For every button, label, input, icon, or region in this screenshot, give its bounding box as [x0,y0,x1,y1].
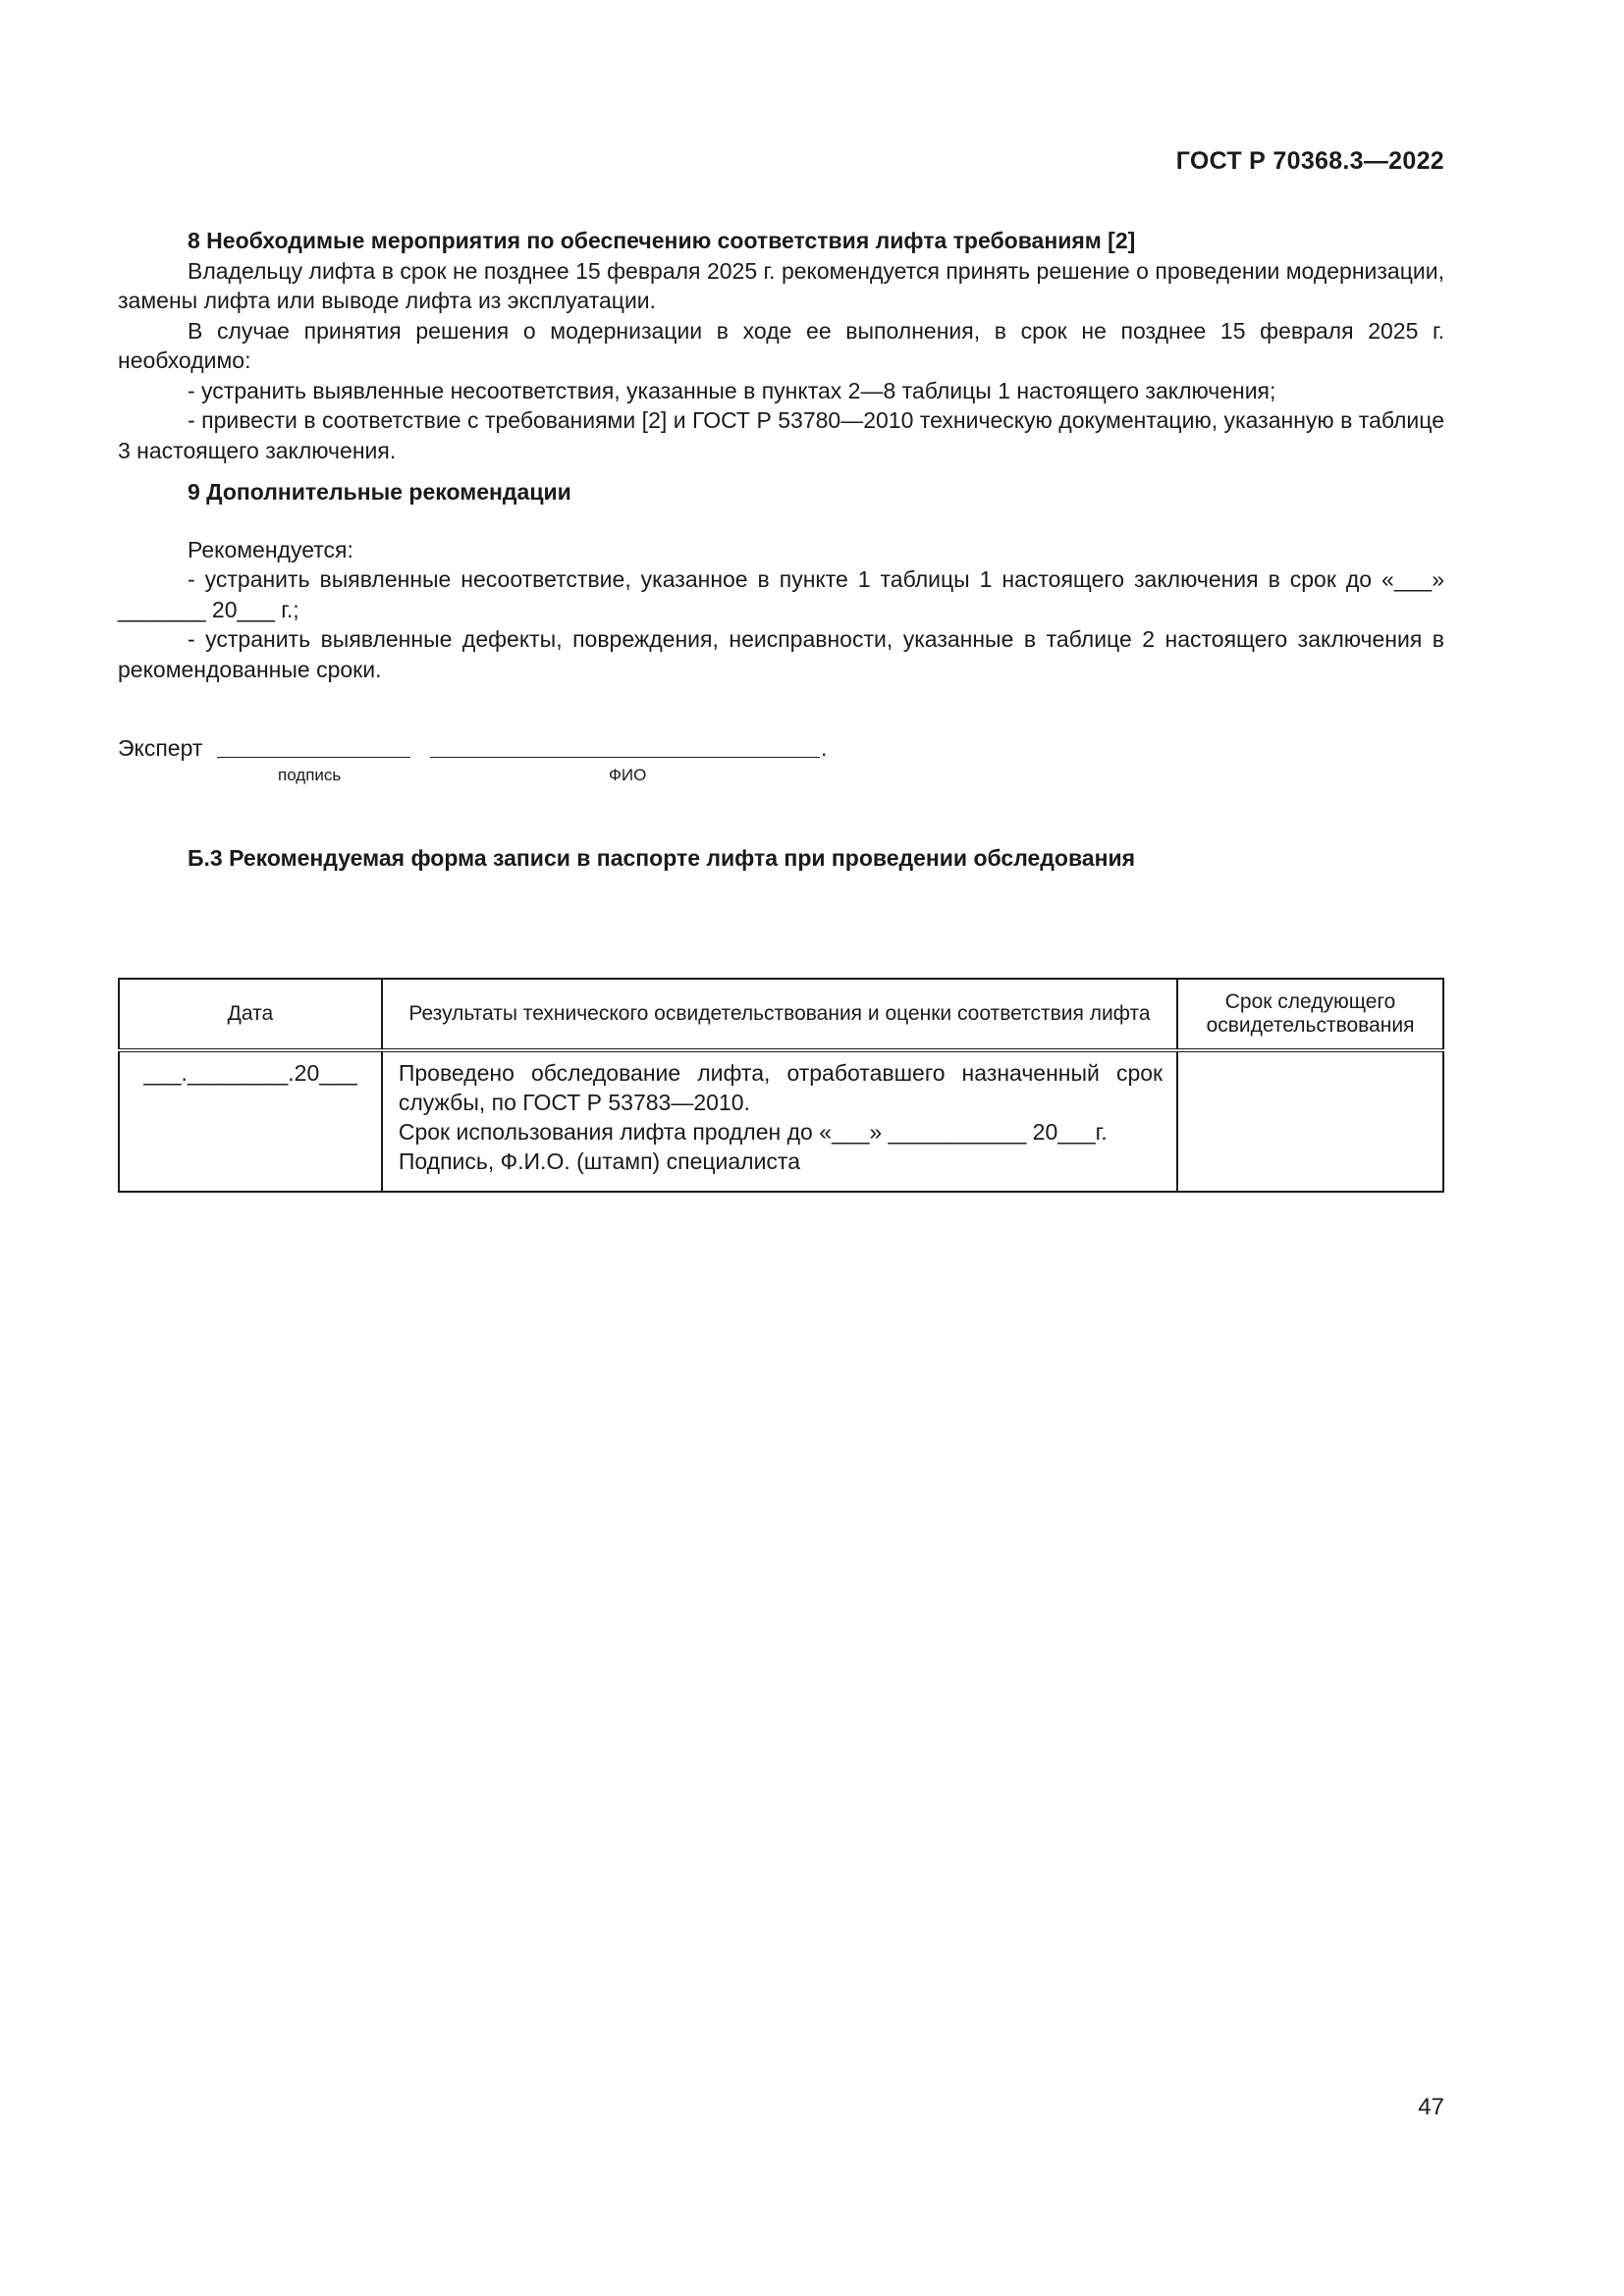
section-8-bullet-1: - устранить выявленные несоответствия, указанные в пунктах 2—8 таблицы 1 настоящего заключения; [188,377,1276,403]
table-row [119,1050,1443,1192]
table-header-row [119,979,1443,1050]
passport-record-table [118,978,1444,1193]
expert-label: Эксперт [118,735,203,761]
page-number: 47 [1418,2094,1444,2120]
full-name-caption: ФИО [609,766,647,784]
cell-date[interactable]: ___.________.20___ [119,1050,382,1192]
section-8-paragraph-2: В случае принятия решения о модернизации в ходе ее выполнения, в срок не позднее 15 февраля 2025 г. необходимо: [118,317,1444,373]
cell-results [382,1050,1177,1192]
header-date: Дата [119,979,382,1050]
document-number: ГОСТ Р 70368.3—2022 [1175,147,1444,175]
section-9-bullet-1: - устранить выявленные несоответствие, указанное в пункте 1 таблицы 1 настоящего заключения в срок до «___» _______ 20___ г.; [118,566,1444,622]
section-9-bullet-2: - устранить выявленные дефекты, повреждения, неисправности, указанные в таблице 2 настоящего заключения в рекомендованные сроки. [118,626,1444,682]
header-next-inspection: Срок следующего освидетельствования [1177,979,1443,1050]
section-8-bullet-2: - привести в соответствие с требованиями [2] и ГОСТ Р 53780—2010 техническую документацию, указанную в таблице 3 настоящего заключения. [118,407,1444,463]
section-9-intro: Рекомендуется: [188,536,353,562]
expert-signature-block [118,733,1444,794]
signature-period: . [821,735,828,761]
full-name-line[interactable] [430,757,820,758]
results-line-3: Подпись, Ф.И.О. (штамп) специалиста [398,1148,801,1174]
header-results: Результаты технического освидетельствования и оценки соответствия лифта [382,979,1177,1050]
section-8-paragraph-1: Владельцу лифта в срок не позднее 15 февраля 2025 г. рекомендуется принять решение о проведении модернизации, замены лифта или выводе лифта из эксплуатации. [118,257,1444,313]
results-line-1: Проведено обследование лифта, отработавшего назначенный срок службы, по ГОСТ Р 53783—2010. [398,1060,1164,1115]
results-line-2: Срок использования лифта продлен до «___» ___________ 20___г. [398,1119,1108,1145]
cell-next-inspection[interactable] [1177,1050,1443,1192]
section-8-heading: 8 Необходимые мероприятия по обеспечению соответствия лифта требованиям [2] [188,228,1136,253]
document-body [118,226,1444,874]
signature-line[interactable] [217,757,410,758]
section-9-heading: 9 Дополнительные рекомендации [188,479,571,505]
signature-caption: подпись [278,766,342,784]
section-b3-heading: Б.3 Рекомендуемая форма записи в паспорте лифта при проведении обследования [188,845,1136,871]
